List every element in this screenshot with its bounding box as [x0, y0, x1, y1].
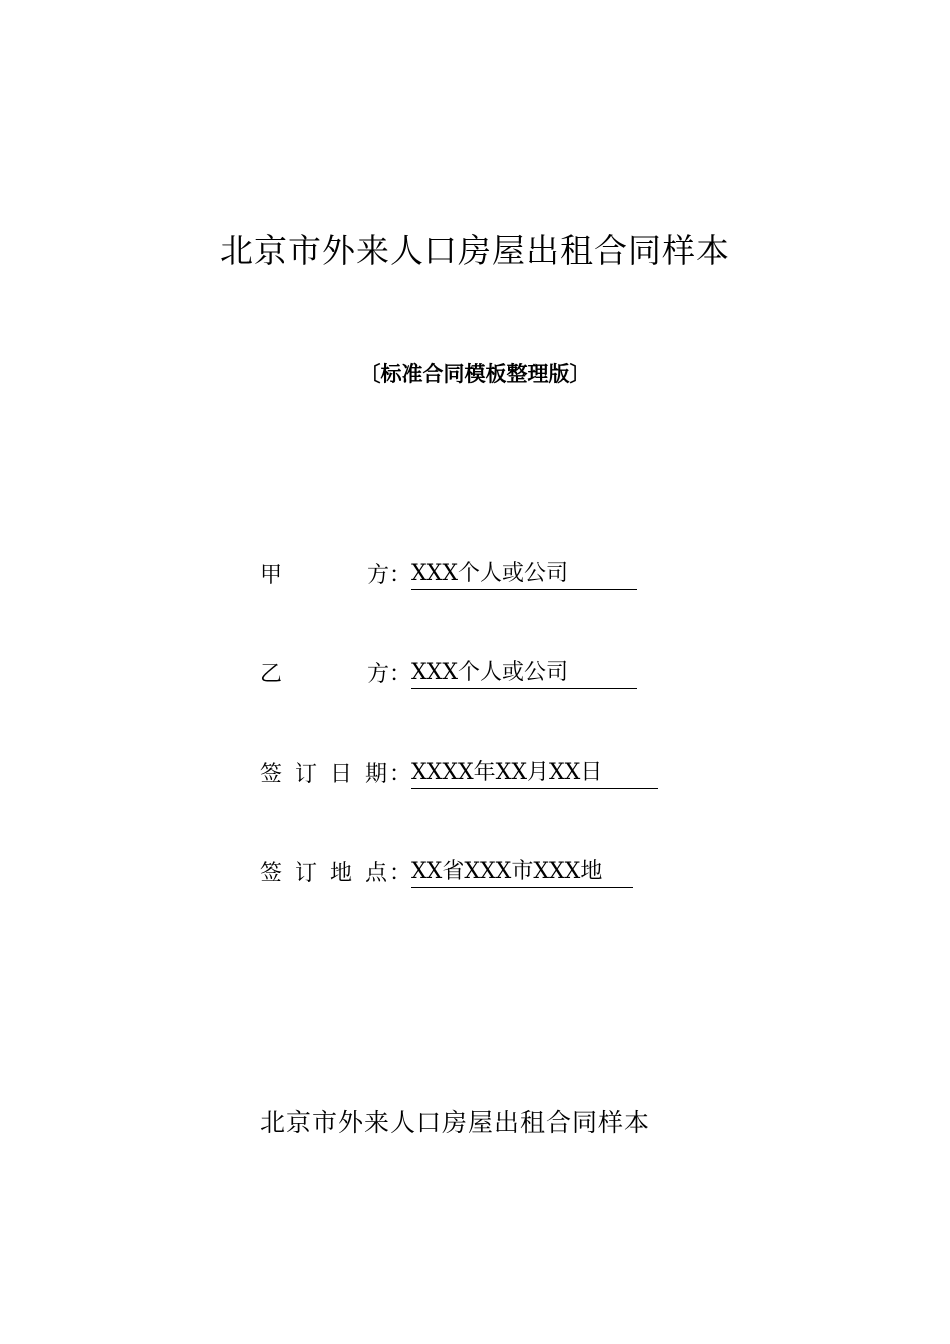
signing-place-field	[260, 856, 633, 892]
party-a-value: XXX个人或公司	[411, 558, 637, 590]
signing-place-label: 签订地点	[260, 861, 389, 886]
party-a-label: 甲 方	[260, 563, 389, 588]
signing-date-label: 签订日期	[260, 762, 389, 787]
document-title: 北京市外来人口房屋出租合同样本	[220, 231, 730, 270]
party-b-value: XXX个人或公司	[411, 657, 637, 689]
party-b-field	[260, 657, 637, 693]
signing-place-colon: ：	[389, 861, 412, 886]
signing-place-value: XX省XXX市XXX地	[411, 856, 633, 888]
signing-date-colon: ：	[389, 762, 412, 787]
signing-date-value: XXXX年XX月XX日	[411, 757, 658, 789]
signing-date-field	[260, 757, 658, 793]
party-b-colon: ：	[389, 662, 412, 687]
section-title: 北京市外来人口房屋出租合同样本	[260, 1108, 651, 1137]
party-a-colon: ：	[389, 563, 412, 588]
document-subtitle: 〔标准合同模板整理版〕	[359, 362, 591, 386]
party-a-field	[260, 558, 637, 594]
party-b-label: 乙 方	[260, 662, 389, 687]
